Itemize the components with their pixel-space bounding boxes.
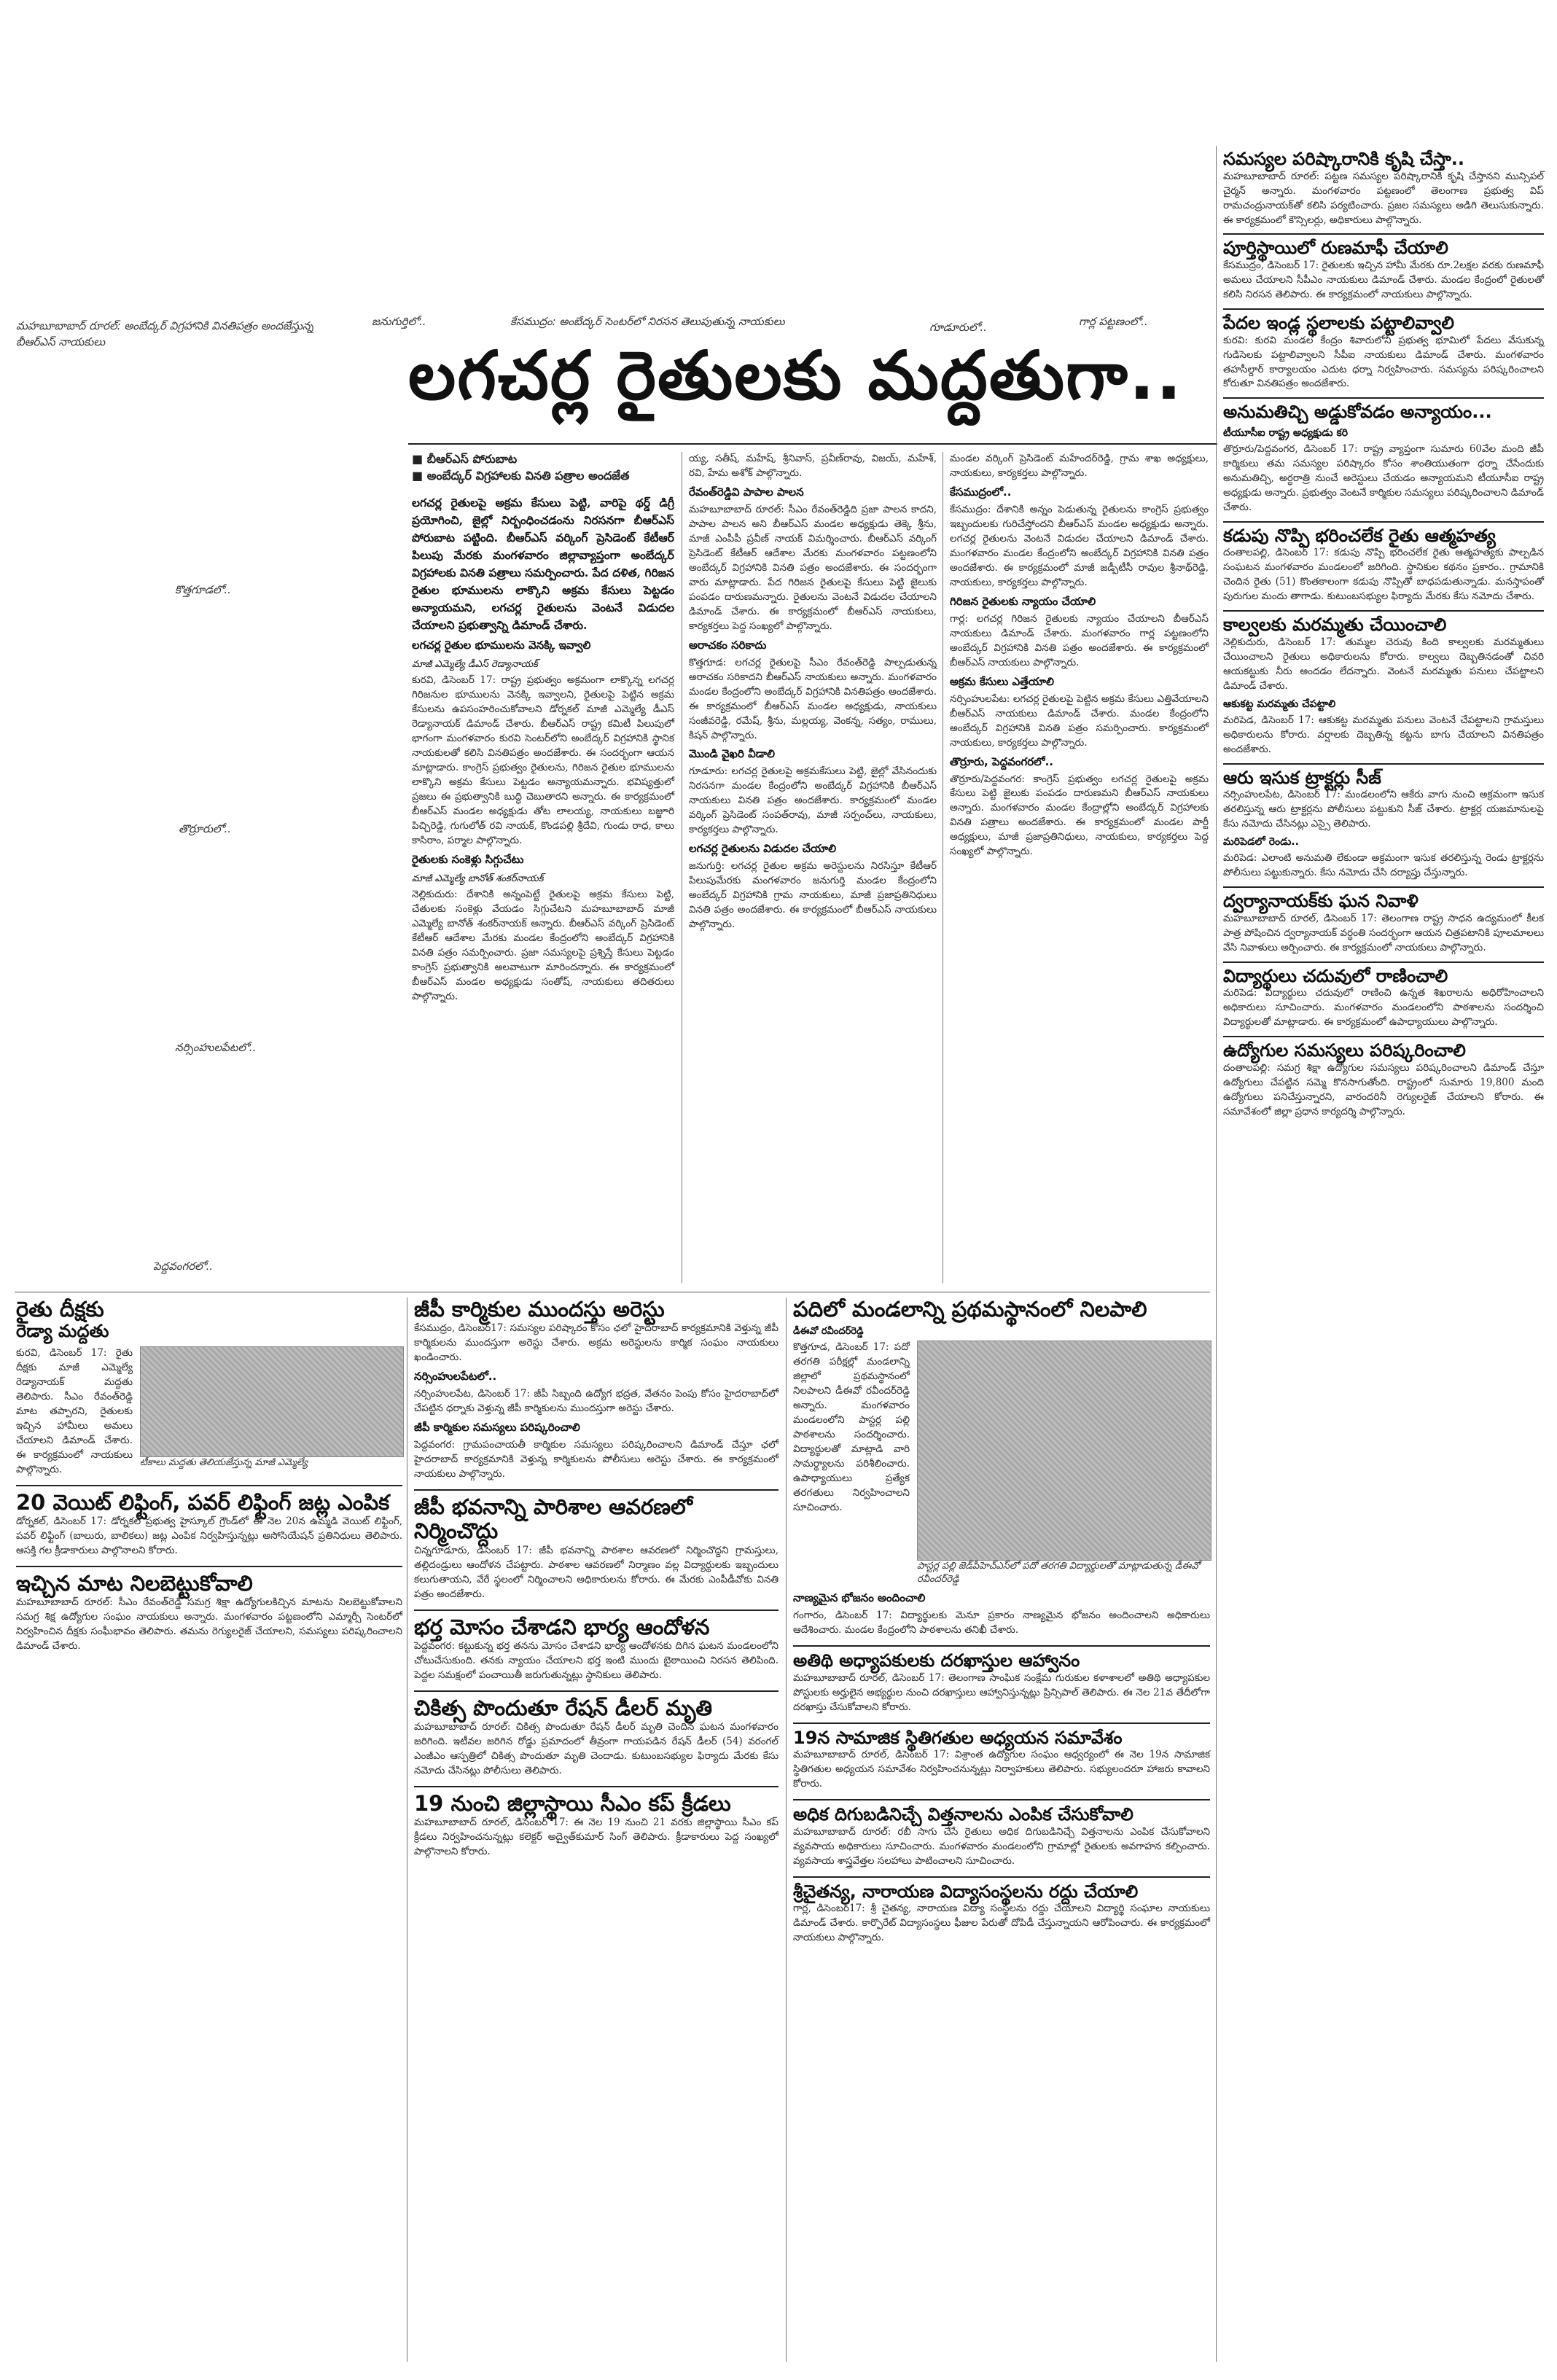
story-body: మహబూబాబాద్ రూరల్: సీఎం రేవంత్‌రెడ్డి సమగ్ర శిక్షా ఉద్యోగులకిచ్చిన మాటను నిలబెట్టుకోవాలని సమగ్ర శిక్ష ఉద్యోగుల సంఘం నాయకులు అన్నారు. మంగళవారం పట్టణంలోని ఎమ్మార్సీ సెంటర్‌లో నిర్వహించిన దీక్షకు సంఘీభావం తెలిపారు. తమను రెగ్యులరైజ్ చేయాలని, సమస్యలు పరిష్కరించాలని డిమాండ్ చేశారు. (16, 1596, 406, 1653)
story-headline: ఉద్యోగుల సమస్యలు పరిష్కరించాలి (1223, 1040, 1466, 1061)
story-headline: భర్త మోసం చేశాడని భార్య ఆందోళన (414, 1614, 710, 1639)
lead-body: గార్ల: లగచర్ల గిరిజన రైతులకు న్యాయం చేయాలని బీఆర్ఎస్ నాయకులు డిమాండ్ చేశారు. మంగళవారం గార్ల పట్టణంలోని అంబేద్కర్ విగ్రహానికి వినతి పత్రం అందజేశారు. ఈ కార్యక్రమంలో బీఆర్ఎస్ నాయకులు పాల్గొన్నారు. (950, 612, 1212, 668)
story-headline: పేదల ఇండ్ల స్థలాలకు పట్టాలివ్వాలి (1223, 312, 1455, 333)
story-headline: శ్రీచైతన్య, నారాయణ విద్యాసంస్థలను రద్దు చేయాలి (793, 1881, 1139, 1902)
story-body: కురవి, డిసెంబర్ 17: రైతు దీక్షకు మాజీ ఎమ్మెల్యే రెడ్యానాయక్ మద్దతు తెలిపారు. సీఎం రేవంత్‌రెడ్డి మాట తప్పారని, రైతులకు ఇచ్చిన హామీలు అమలు చేయాలని డిమాండ్ చేశారు. ఈ కార్యక్రమంలో నాయకులు పాల్గొన్నారు. (16, 1346, 136, 1475)
photo-caption-kothaguda: కొత్తగూడలో.. (175, 583, 231, 596)
story-body: చిన్నగూడూరు, డిసెంబర్ 17: జీపీ భవనాన్ని పాఠశాల ఆవరణలో నిర్మించొద్దని గ్రామస్తులు, తల్లిదండ్రులు ఆందోళన చేపట్టారు. పాఠశాల ఆవరణలో నిర్మాణం వల్ల విద్యార్థులకు ఇబ్బందులు కలుగుతాయని, వేరే స్థలంలో నిర్మించాలని అధికారులను కోరారు. ఈ మేరకు ఎంపీడీవోకు వినతి పత్రం అందజేశారు. (414, 1544, 782, 1600)
story-body: నర్సింహులపేట, డిసెంబర్ 17: జీపీ సిబ్బంది ఉద్యోగ భద్రత, వేతనం పెంపు కోసం హైదరాబాద్‌లో చేపట్టిన ధర్నాకు వెళ్తున్న జీపీ కార్మికులను ముందస్తుగా అరెస్టు చేశారు. (414, 1388, 782, 1415)
lead-bullet-text: అంబేద్కర్ విగ్రహాలకు వినతి పత్రాల అందజేత (426, 469, 630, 483)
story-body: మరిపెడ: విద్యార్థులు చదువులో రాణించి ఉన్నత శిఖరాలను అధిరోహించాలని అధికారులు సూచించారు. మంగళవారం మండలంలోని పాఠశాలను సందర్శించి విద్యార్థులతో మాట్లాడారు. ఈ కార్యక్రమంలో ఉపాధ్యాయులు పాల్గొన్నారు. (1223, 987, 1548, 1029)
story-headline: పూర్తిస్థాయిలో రుణమాఫీ చేయాలి (1223, 238, 1448, 259)
lead-subhead: రైతులకు సంకెళ్లు సిగ్గుచేటు (412, 852, 524, 866)
story-rule (16, 1485, 402, 1486)
story-rule (1223, 610, 1544, 612)
story-rule (1223, 521, 1544, 523)
lead-headline-rule (408, 443, 1217, 445)
story-rule (793, 1645, 1210, 1647)
lead-bullet: ■ అంబేద్కర్ విగ్రహాలకు వినతి పత్రాల అందజేత (412, 469, 630, 483)
lead-column-3 (950, 452, 1212, 1287)
photo-caption-top-4: గూడూరులో.. (929, 321, 987, 334)
story-headline: జీపీ కార్మికుల ముందస్తు అరెస్టు (414, 1297, 665, 1322)
lead-body: కురవి, డిసెంబర్ 17: రాష్ట్ర ప్రభుత్వం అక్రమంగా లాక్కొన్న లగచర్ల గిరిజనుల భూములను వెనక్కి ఇవ్వాలని, రైతులపై పెట్టిన అక్రమ కేసులను ఉపసంహరించుకోవాలని డోర్నకల్ మాజీ ఎమ్మెల్యే డీఎస్ రెడ్యానాయక్ డిమాండ్ చేశారు. బీఆర్ఎస్ రాష్ట్ర కమిటీ పిలుపులో భాగంగా మంగళవారం కురవి సెంటర్‌లోని అంబేద్కర్ విగ్రహానికి స్థానిక నాయకులతో కలిసి వినతిపత్రం అందజేశారు. ఈ సందర్భంగా ఆయన మాట్లాడారు. కాంగ్రెస్ ప్రభుత్వం రైతులను, గిరిజన రైతుల భూములను లాక్కొని అక్రమ కేసులు పెట్టడం అన్యాయమన్నారు. భవిష్యత్తులో ప్రజలు ఈ ప్రభుత్వానికి బుద్ధి చెబుతారని అన్నారు. ఈ కార్యక్రమంలో బీఆర్ఎస్ మండల అధ్యక్షుడు తోట లాలయ్య, నాయకులు బజ్జూరి పిచ్చిరెడ్డి, గుగులోత్ రవి నాయక్, కొండపల్లి శ్రీదేవి, గుండు రాధ, కాలు కాసిరాం, పర్మాల పాల్గొన్నారు. (412, 674, 678, 846)
story-rule (16, 1566, 402, 1567)
column-rule (786, 1298, 787, 2362)
story-body: తొర్రూరు/పెద్దవంగర, డిసెంబర్ 17: రాష్ట్ర వ్యాప్తంగా సుమారు 60వేల మంది జీపీ కార్మికులు తమ సమస్యల పరిష్కారం కోసం శాంతియుతంగా ధర్నా చేసేందుకు అనుమతిచ్చి, అర్ధరాత్రి నుంచే అరెస్టులు చేయడం అన్యాయమని టీయూసీఐ రాష్ట్ర అధ్యక్షుడు అన్నారు. ప్రభుత్వం వెంటనే కార్మికుల సమస్యలు పరిష్కరించాలని డిమాండ్ చేశారు. (1223, 443, 1548, 513)
story-body: గంగారం, డిసెంబర్ 17: విద్యార్థులకు మెనూ ప్రకారం నాణ్యమైన భోజనం అందించాలని అధికారులు ఆదేశించారు. మండల కేంద్రంలోని పాఠశాలను తనిఖీ చేశారు. (793, 1610, 1214, 1636)
story-headline: ద్వర్యానాయక్‌కు ఘన నివాళి (1223, 891, 1419, 912)
story-photo (917, 1341, 1211, 1561)
story-subhead: నర్సింహులపేటలో.. (414, 1370, 497, 1384)
story-body: కొత్తగూడ, డిసెంబర్ 17: పదో తరగతి పరీక్షల్లో మండలాన్ని జిల్లాలో ప్రథమస్థానంలో నిలపాలని డీఈవో రవీందర్‌రెడ్డి అన్నారు. మంగళవారం మండలంలోని పాస్టర్ల పల్లి పాఠశాలను సందర్శించారు. విద్యార్థులతో మాట్లాడి వారి సామర్థ్యాలను పరిశీలించారు. ఉపాధ్యాయులు ప్రత్యేక తరగతులు నిర్వహించాలని సూచించారు. (793, 1341, 913, 1513)
story-subhead: జీపీ కార్మికుల సమస్యలు పరిష్కరించాలి (414, 1421, 580, 1435)
middle-column-2 (793, 1297, 1214, 2362)
lead-subhead: రేవంత్‌రెడ్డివి పాపాల పాలన (689, 485, 804, 499)
photo-caption-top-2: జనుగుర్తిలో.. (372, 315, 426, 328)
story-headline: రెడ్యా మద్దతు (16, 1321, 109, 1342)
story-body: కురవి: కురవి మండల కేంద్రం శివారులోని ప్రభుత్వ భూమిలో పేదలు వేసుకున్న గుడిసెలకు పట్టాలివ్వాలని సీపీఐ నాయకులు డిమాండ్ చేశారు. మంగళవారం తహసీల్దార్ కార్యాలయం ఎదుట ధర్నా నిర్వహించారు. సమస్యను పరిష్కరించాలని కోరుతూ వినతిపత్రం అందజేశారు. (1223, 334, 1548, 390)
story-rule (414, 1786, 778, 1787)
story-headline: అనుమతిచ్చి అడ్డుకోవడం అన్యాయం... (1223, 402, 1492, 423)
lead-subhead: తొర్రూరు, పెద్దవంగరలో.. (950, 754, 1053, 768)
lead-column-2 (689, 452, 940, 1287)
lead-subhead: కేసముద్రంలో.. (950, 485, 1012, 499)
story-byline: డీఈవో రవీందర్‌రెడ్డి (793, 1326, 864, 1338)
lead-body: నర్సింహులపేట: లగచర్ల రైతులపై పెట్టిన అక్రమ కేసులు ఎత్తివేయాలని బీఆర్ఎస్ నాయకులు డిమాండ్ చేశారు. మండల కేంద్రంలోని అంబేద్కర్ విగ్రహానికి వినతి పత్రం సమర్పించారు. కార్యక్రమంలో నాయకులు, కార్యకర్తలు పాల్గొన్నారు. (950, 692, 1212, 749)
lead-body: మహబూబాబాద్ రూరల్: సీఎం రేవంత్‌రెడ్డిది ప్రజా పాలన కాదని, పాపాల పాలన అని బీఆర్ఎస్ మండల అధ్యక్షుడు తెక్కె శ్రీను, మాజీ ఎంపీపీ ప్రవీణ్ నాయక్ విమర్శించారు. బీఆర్ఎస్ వర్కింగ్ ప్రెసిడెంట్ కేటీఆర్ ఆదేశాల మేరకు మంగళవారం పట్టణంలోని అంబేద్కర్ విగ్రహానికి వినతి పత్రం అందజేశారు. ఈ సందర్భంగా వారు మాట్లాడారు. పేద గిరిజన రైతులపై కేసులు పెట్టి జైలుకు పంపడం దారుణమన్నారు. రైతులను వెంటనే విడుదల చేయాలని డిమాండ్ చేశారు. ఈ కార్యక్రమంలో బీఆర్ఎస్ నాయకులు, కార్యకర్తలు పెద్ద సంఖ్యలో పాల్గొన్నారు. (689, 503, 940, 632)
lead-column-1 (412, 494, 679, 1285)
story-headline: పదిలో మండలాన్ని ప్రథమస్థానంలో నిలపాలి (793, 1297, 1147, 1322)
story-body: మహబూబాబాద్ రూరల్: చికిత్స పొందుతూ రేషన్ డీలర్ మృతి చెందిన ఘటన మంగళవారం జరిగింది. ఇటీవల జరిగిన రోడ్డు ప్రమాదంలో తీవ్రంగా గాయపడిన రేషన్ డీలర్ (54) వరంగల్ ఎంజీఎం ఆస్పత్రిలో చికిత్స పొందుతూ మృతి చెందాడు. కుటుంబసభ్యుల ఫిర్యాదు మేరకు కేసు నమోదు చేసినట్లు పోలీసులు తెలిపారు. (414, 1721, 782, 1777)
story-headline: కడుపు నొప్పి భరించలేక రైతు ఆత్మహత్య (1223, 525, 1496, 546)
story-body: మహబూబాబాద్ రూరల్, డిసెంబర్ 17: తెలంగాణ సాంఘిక సంక్షేమ గురుకుల కళాశాలలో అతిథి అధ్యాపకుల పోస్టులకు అర్హులైన అభ్యర్థుల నుంచి దరఖాస్తులు ఆహ్వానిస్తున్నట్లు ప్రిన్సిపాల్ తెలిపారు. ఈ నెల 21వ తేదీలోగా దరఖాస్తు చేసుకోవాలని కోరారు. (793, 1671, 1214, 1713)
story-subhead: ఆకుకట్ట మరమ్మతు చేపట్టాలి (1223, 698, 1336, 710)
story-headline: అధిక దిగుబడినిచ్చే విత్తనాలను ఎంపిక చేసుకోవాలి (793, 1804, 1133, 1825)
lead-byline: మాజీ ఎమ్మెల్యే డీఎస్ రెడ్యానాయక్ (412, 659, 538, 671)
lead-subhead: మొండి వైఖరి వీడాలి (689, 747, 776, 761)
story-headline: జీపీ భవనాన్ని పారిశాల ఆవరణలో నిర్మించొద్దు (414, 1494, 692, 1544)
story-headline: అతిథి అధ్యాపకులకు దరఖాస్తుల ఆహ్వానం (793, 1650, 1080, 1671)
lead-intro: లగచర్ల రైతులపై అక్రమ కేసులు పెట్టి, వారిపై థర్డ్ డిగ్రీ ప్రయోగించి, జైల్లో నిర్బంధించడంను నిరసనగా బీఆర్ఎస్ పోరుబాట పట్టింది. బీఆర్ఎస్ వర్కింగ్ ప్రెసిడెంట్ కేటీఆర్ పిలుపు మేరకు మంగళవారం జిల్లావ్యాప్తంగా అంబేద్కర్ విగ్రహాలకు వినతి పత్రాలు సమర్పించారు. పేద దళిత, గిరిజన రైతుల భూములను లాక్కొని అక్రమ కేసులు పెట్టడం అన్యాయమని, లగచర్ల రైతులను వెంటనే విడుదల చేయాలని ప్రభుత్వాన్ని డిమాండ్ చేశారు. (412, 496, 679, 633)
story-rule (414, 1489, 778, 1491)
lead-byline: మాజీ ఎమ్మెల్యే బానోత్ శంకర్‌నాయక్ (412, 873, 544, 884)
story-subhead: టీయూసీఐ రాష్ట్ర అధ్యక్షుడు కరి (1223, 427, 1349, 440)
lead-subhead: అరాచకం సరికాదు (689, 638, 767, 652)
story-body: గార్ల, డిసెంబర్17: శ్రీ చైతన్య, నారాయణ విద్యా సంస్థలను రద్దు చేయాలని విద్యార్థి సంఘాల నాయకులు డిమాండ్ చేశారు. కార్పొరేట్ విద్యాసంస్థలు ఫీజుల పేరుతో దోపిడీ చేస్తున్నాయని ఆరోపించారు. ఈ కార్యక్రమంలో నాయకులు పాల్గొన్నారు. (793, 1903, 1214, 1944)
column-rule (1216, 146, 1217, 2362)
story-headline: చికిత్స పొందుతూ రేషన్ డీలర్ మృతి (414, 1695, 713, 1720)
photo-caption-top-3: కేసముద్రం: అంబేద్కర్ సెంటర్‌లో నిరసన తెలుపుతున్న నాయకులు (510, 315, 785, 328)
lead-body: కొత్తగూడ: లగచర్ల రైతులపై సీఎం రేవంత్‌రెడ్డి పాల్పడుతున్న అరాచకం సరికాదని బీఆర్ఎస్ నాయకులు అన్నారు. మంగళవారం మండల కేంద్రంలోని అంబేద్కర్ విగ్రహానికి వినతిపత్రం అందజేశారు. ఈ కార్యక్రమంలో బీఆర్ఎస్ మండల అధ్యక్షుడు, నాయకులు సంజీవరెడ్డి, రమేష్, శ్రీను, మల్లయ్య, వెంకన్న, సత్యం, రాములు, కిషన్ పాల్గొన్నారు. (689, 656, 940, 741)
story-headline: ఆరు ఇసుక ట్రాక్టర్లు సీజ్ (1223, 767, 1381, 788)
story-body: పెద్దవంగర: గ్రామపంచాయతీ కార్మికుల సమస్యలు పరిష్కరించాలని డిమాండ్ చేస్తూ ఛలో హైదరాబాద్ కార్యక్రమానికి వెళ్తున్న కార్మికులను పోలీసులు అరెస్టు చేశారు. ఈ కార్యక్రమంలో నాయకులు పాల్గొన్నారు. (414, 1439, 782, 1480)
lead-subhead: గిరిజన రైతులకు న్యాయం చేయాలి (950, 594, 1096, 608)
lead-body: గూడూరు: లగచర్ల రైతులపై అక్రమకేసులు పెట్టి, జైల్లో వేసినందుకు నిరసనగా మండల కేంద్రంలోని అంబేద్కర్ విగ్రహానికి బీఆర్ఎస్ నాయకులు వినతి పత్రం అందజేశారు. కార్యక్రమంలో మండల వర్కింగ్ ప్రెసిడెంట్ సంపత్‌రావు, మాజీ సర్పంచ్‌లు, నాయకులు, కార్యకర్తలు పాల్గొన్నారు. (689, 765, 940, 836)
story-rule (1223, 763, 1544, 765)
story-rule (793, 1799, 1210, 1800)
story-body: కేసముద్రం, డిసెంబర్17: సమస్యల పరిష్కారం కోసం ఛలో హైదరాబాద్ కార్యక్రమానికి వెళ్తున్న జీపీ కార్మికులను ముందస్తుగా అరెస్టు చేశారు. అక్రమ అరెస్టులను కార్మిక సంఘం నాయకులు ఖండించారు. (414, 1322, 782, 1364)
story-rule (414, 1690, 778, 1692)
lead-bullet-text: బీఆర్ఎస్ పోరుబాట (426, 452, 518, 466)
story-rule (793, 1876, 1210, 1878)
story-body: నర్సింహులపేట, డిసెంబర్ 17: మండలంలోని ఆకేరు వాగు నుంచి అక్రమంగా ఇసుక తరలిస్తున్న ఆరు ట్రాక్టర్లను పోలీసులు పట్టుకుని సీజ్ చేశారు. ట్రాక్టర్ల యజమానులపై కేసు నమోదు చేసినట్లు ఎస్సై తెలిపారు. (1223, 789, 1548, 830)
photo-caption: పాస్టర్ల పల్లి జెడ్‌పీహెచ్‌ఎస్‌లో పదో తరగతి విద్యార్థులతో మాట్లాడుతున్న డీఈవో రవీందర్‌రెడ్డి (917, 1561, 1201, 1585)
lead-headline: లగచర్ల రైతులకు మద్దతుగా.. (408, 337, 1183, 415)
story-rule (1223, 961, 1544, 963)
photo-caption-top-left: మహబూబాబాద్ రూరల్: అంబేద్కర్ విగ్రహానికి వినతిపత్రం అందజేస్తున్న బీఆర్ఎస్ నాయకులు (16, 319, 313, 348)
story-subhead: మరిపెడలో రెండు.. (1223, 836, 1299, 848)
story-body: పెద్దవంగర: కట్టుకున్న భర్త తనను మోసం చేశాడని భార్య ఆందోళనకు దిగిన ఘటన మండలంలోని చోటుచేసుకుంది. తనకు న్యాయం చేయాలని భర్త ఇంటి ముందు బైఠాయించి నిరసన తెలిపింది. పెద్దల సమక్షంలో పంచాయితీ జరుగుతున్నట్లు స్థానికులు తెలిపారు. (414, 1640, 782, 1681)
story-headline: కాల్వలకు మరమ్మతు చేయించాలి (1223, 614, 1447, 636)
lead-subhead: లగచర్ల రైతులను విడుదల చేయాలి (689, 842, 837, 856)
story-rule (1223, 886, 1544, 888)
story-headline: రైతు దీక్షకు (16, 1297, 104, 1322)
story-body: మహబూబాబాద్ రూరల్, డిసెంబర్ 17: ఈ నెల 19 నుంచి 21 వరకు జిల్లాస్థాయి సీఎం కప్ క్రీడలు నిర్వహించనున్నట్లు కలెక్టర్ అద్వైత్‌కుమార్ సింగ్ తెలిపారు. క్రీడాకారులు పెద్ద సంఖ్యలో పాల్గొనాలని కోరారు. (414, 1817, 782, 1858)
photo-caption-narsimhulapet: నర్సింహులపేటలో.. (175, 1041, 257, 1054)
photo-caption-thorrur: తొర్రూరులో.. (179, 822, 232, 835)
story-body: డోర్నకల్, డిసెంబర్ 17: డోర్నకల్ ప్రభుత్వ హైస్కూల్ గ్రౌండ్‌లో ఈ నెల 20న ఉమ్మడి వెయిట్ లిఫ్టింగ్, పవర్ లిఫ్టింగ్ (బాలురు, బాలికలు) జట్ల ఎంపిక నిర్వహిస్తున్నట్లు అసోసియేషన్ ప్రతినిధులు తెలిపారు. ఆసక్తి గల క్రీడాకారులు పాల్గొనాలని కోరారు. (16, 1515, 406, 1556)
lead-body: తొర్రూరు/పెద్దవంగర: కాంగ్రెస్ ప్రభుత్వం లగచర్ల రైతులపై అక్రమ కేసులు పెట్టి జైలుకు పంపడం దారుణమని బీఆర్ఎస్ నాయకులు అన్నారు. మంగళవారం మండల కేంద్రాల్లోని అంబేద్కర్ విగ్రహాలకు వినతి పత్రాలు అందజేశారు. ఈ కార్యక్రమంలో మండల పార్టీ అధ్యక్షులు, మాజీ ప్రజాప్రతినిధులు, నాయకులు, కార్యకర్తలు పెద్ద సంఖ్యలో పాల్గొన్నారు. (950, 773, 1212, 858)
story-headline: 19 నుంచి జిల్లాస్థాయి సీఎం కప్ క్రీడలు (414, 1791, 731, 1817)
story-body: దంతాలపల్లి: సమగ్ర శిక్షా ఉద్యోగుల సమస్యలు పరిష్కరించాలని డిమాండ్ చేస్తూ ఉద్యోగులు చేపట్టిన సమ్మె కొనసాగుతోంది. రాష్ట్రంలో సుమారు 19,800 మంది ఉద్యోగులు పనిచేస్తున్నారని, వారందరినీ రెగ్యులరైజ్ చేయాలని కోరారు. ఈ సమావేశంలో జిల్లా ప్రధాన కార్యదర్శి పాల్గొన్నారు. (1223, 1061, 1548, 1117)
story-body: కేసముద్రం, డిసెంబర్ 17: రైతులకు ఇచ్చిన హామీ మేరకు రూ.2లక్షల వరకు రుణమాఫీ అమలు చేయాలని సీపీఎం నాయకులు డిమాండ్ చేశారు. మండల కేంద్రంలో రైతులతో కలిసి నిరసన తెలిపారు. ఈ కార్యక్రమంలో నాయకులు పాల్గొన్నారు. (1223, 260, 1548, 300)
story-photo (140, 1346, 404, 1457)
lead-body: మండల వర్కింగ్ ప్రెసిడెంట్ మహేందర్‌రెడ్డి, గ్రామ శాఖ అధ్యక్షులు, నాయకులు, కార్యకర్తలు పాల్గొన్నారు. (950, 453, 1212, 479)
story-headline: విద్యార్థులు చదువులో రాణించాలి (1223, 965, 1448, 986)
photo-caption: టీకాలు మద్దతు తెలియజేస్తున్న మాజీ ఎమ్మెల్యే (140, 1456, 308, 1468)
photo-caption-peddavangara: పెద్దవంగరలో.. (153, 1260, 214, 1273)
story-headline: ఇచ్చిన మాట నిలబెట్టుకోవాలి (16, 1570, 253, 1596)
lead-body: నెల్లికుదురు: దేశానికి అన్నంపెట్టే రైతులపై అక్రమ కేసులు పెట్టి, చేతులకు సంకెళ్లు వేయడం సిగ్గుచేటని మహబూబాబాద్ మాజీ ఎమ్మెల్యే బానోత్ శంకర్‌నాయక్ అన్నారు. బీఆర్ఎస్ వర్కింగ్ ప్రెసిడెంట్ కేటీఆర్ ఆదేశాల మేరకు మండల కేంద్రంలోని అంబేద్కర్ విగ్రహానికి వినతి పత్రం సమర్పించారు. ప్రజా సమస్యలపై ప్రశ్నిస్తే కేసులు పెట్టడం కాంగ్రెస్ ప్రభుత్వానికి అలవాటుగా మారిందన్నారు. ఈ కార్యక్రమంలో బీఆర్ఎస్ మండల అధ్యక్షుడు సంతోష్, నాయకులు తదితరులు పాల్గొన్నారు. (412, 888, 678, 1002)
story-rule (793, 1722, 1210, 1724)
story-body: మహబూబాబాద్ రూరల్, డిసెంబర్ 17: విశ్రాంత ఉద్యోగుల సంఘం ఆధ్వర్యంలో ఈ నెల 19న సామాజిక స్థితిగతుల అధ్యయన సమావేశం నిర్వహించనున్నట్లు నిర్వాహకులు తెలిపారు. సభ్యులందరూ హాజరు కావాలని కోరారు. (793, 1749, 1214, 1790)
lead-body: య్య, సతీష్, మహేష్, శ్రీనివాస్, ప్రవీణ్‌రావు, విజయ్, మహేశ్, రవి, హేమ అశోక్ పాల్గొన్నారు. (689, 453, 940, 479)
story-body: మరిపెడ, డిసెంబర్ 17: ఆకుకట్ట మరమ్మతు పనులు వెంటనే చేపట్టాలని గ్రామస్తులు అధికారులను కోరారు. వర్షాలకు దెబ్బతిన్న కట్టను బాగు చేయాలని వినతిపత్రం అందజేశారు. (1223, 714, 1548, 755)
story-rule (1223, 1036, 1544, 1037)
lead-subhead: అక్రమ కేసులు ఎత్తేయాలి (950, 674, 1054, 688)
lead-subhead: లగచర్ల రైతుల భూములను వెనక్కి ఇవ్వాలి (412, 639, 591, 652)
story-rule (414, 1610, 778, 1611)
photo-caption-top-5: గార్ల పట్టణంలో.. (1079, 315, 1148, 328)
story-body: మహబూబాబాద్ రూరల్, డిసెంబర్ 17: తెలంగాణ రాష్ట్ర సాధన ఉద్యమంలో కీలక పాత్ర పోషించిన ద్వర్యానాయక్ వర్ధంతి సందర్భంగా ఆయన చిత్రపటానికి పూలమాలలు వేసి నివాళులు అర్పించారు. ఈ కార్యక్రమంలో నాయకులు పాల్గొన్నారు. (1223, 912, 1548, 953)
story-rule (1223, 397, 1544, 399)
story-body: మహబూబాబాద్ రూరల్: రబీ సాగు చేసే రైతులు అధిక దిగుబడినిచ్చే విత్తనాలను ఎంపిక చేసుకోవాలని వ్యవసాయ అధికారులు సూచించారు. మంగళవారం మండలంలోని గ్రామాల్లో రైతులకు అవగాహన కల్పించారు. వ్యవసాయ శాస్త్రవేత్తల సలహాలు పాటించాలని సూచించారు. (793, 1825, 1214, 1867)
lead-body: జనుగుర్తి: లగచర్ల రైతుల అక్రమ అరెస్టులను నిరసిస్తూ కేటీఆర్ పిలుపుమేరకు మంగళవారం జనుగుర్తి మండల కేంద్రంలోని అంబేద్కర్ విగ్రహానికి గ్రామ నాయకులు, మాజీ ప్రజాప్రతినిధులు వినతి పత్రం అందజేశారు. ఈ కార్యక్రమంలో బీఆర్ఎస్ నాయకులు పాల్గొన్నారు. (689, 860, 940, 931)
story-body: మరిపెడ: ఎలాంటి అనుమతి లేకుండా అక్రమంగా ఇసుక తరలిస్తున్న రెండు ట్రాక్టర్లను పోలీసులు పట్టుకున్నారు. కేసు నమోదు చేసి దర్యాప్తు చేస్తున్నారు. (1223, 852, 1548, 879)
right-column (1223, 149, 1548, 2365)
story-headline: 20 వెయిట్ లిఫ్టింగ్, పవర్ లిఫ్టింగ్ జట్ల ఎంపిక (16, 1489, 390, 1515)
left-column (16, 1297, 406, 2362)
story-subhead: నాణ్యమైన భోజనం అందించాలి (793, 1591, 926, 1605)
lead-bullets (412, 450, 703, 484)
story-rule (1223, 308, 1544, 310)
story-body: మహబూబాబాద్ రూరల్: పట్టణ సమస్యల పరిష్కారానికి కృషి చేస్తానని మున్సిపల్ చైర్మన్ అన్నారు. మంగళవారం పట్టణంలో తెలంగాణ ప్రభుత్వ విప్ రామచంద్రునాయక్‌తో కలిసి పర్యటించారు. ప్రజల సమస్యలు అడిగి తెలుసుకున్నారు. ఈ కార్యక్రమంలో కౌన్సిలర్లు, అధికారులు పాల్గొన్నారు. (1223, 170, 1548, 226)
story-headline: సమస్యల పరిష్కారానికి కృషి చేస్తా.. (1223, 149, 1464, 169)
story-headline: 19న సామాజిక స్థితిగతుల అధ్యయన సమావేశం (793, 1727, 1123, 1748)
story-body: నెల్లికుదురు, డిసెంబర్ 17: తుమ్మల చెరువు కింది కాల్వలకు మరమ్మతులు చేయించాలని రైతులు అధికారులను కోరారు. కాల్వలు దెబ్బతినడంతో చివరి ఆయకట్టుకు నీరు అందడం లేదన్నారు. వెంటనే మరమ్మతు పనులు చేపట్టాలని డిమాండ్ చేశారు. (1223, 636, 1548, 692)
middle-column-1 (414, 1297, 782, 2362)
lead-body: కేసముద్రం: దేశానికి అన్నం పెడుతున్న రైతులను కాంగ్రెస్ ప్రభుత్వం ఇబ్బందులకు గురిచేస్తోందని బీఆర్ఎస్ మండల అధ్యక్షుడు అన్నారు. లగచర్ల రైతులను వెంటనే విడుదల చేయాలని డిమాండ్ చేశారు. మంగళవారం మండల కేంద్రంలోని అంబేద్కర్ విగ్రహానికి వినతి పత్రం అందజేశారు. ఈ కార్యక్రమంలో మాజీ జడ్పీటీసీ రావుల శ్రీనాథ్‌రెడ్డి, నాయకులు, కార్యకర్తలు పాల్గొన్నారు. (950, 503, 1212, 588)
story-body: దంతాలపల్లి, డిసెంబర్ 17: కడుపు నొప్పి భరించలేక రైతు ఆత్మహత్యకు పాల్పడిన సంఘటన మంగళవారం మండలంలో జరిగింది. స్థానికుల కథనం ప్రకారం.. గ్రామానికి చెందిన రైతు (51) కొంతకాలంగా కడుపు నొప్పితో బాధపడుతున్నాడు. మనస్తాపంతో పురుగుల మందు తాగాడు. కుటుంబసభ్యుల ఫిర్యాదు మేరకు కేసు నమోదు చేశారు. (1223, 547, 1548, 603)
story-rule (1223, 233, 1544, 235)
lead-bullet: ■ బీఆర్ఎస్ పోరుబాట (412, 452, 518, 466)
